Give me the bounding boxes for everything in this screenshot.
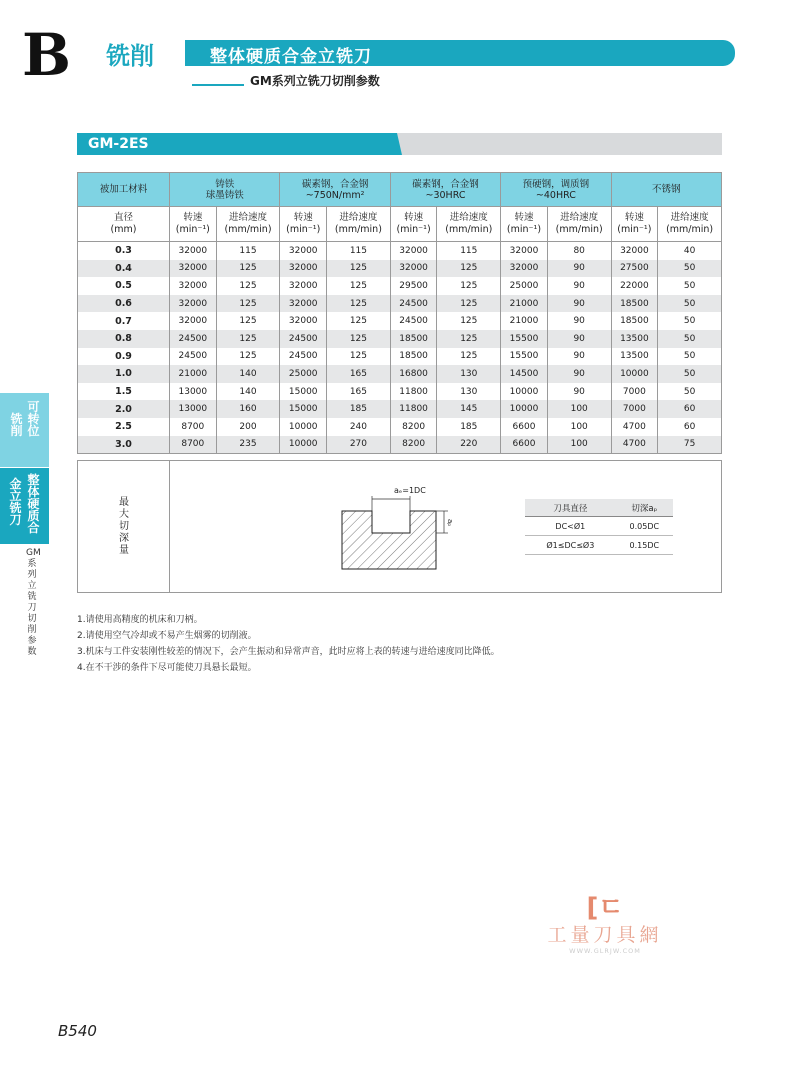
speed-header: 转速 (min⁻¹) (170, 207, 217, 242)
note-item: 4.在不干涉的条件下尽可能使刀具悬长最短。 (77, 663, 257, 673)
table-row (78, 348, 722, 366)
feed-cell: 270 (327, 436, 391, 454)
feed-cell: 125 (216, 260, 280, 278)
page-title: 整体硬质合金立铣刀 (210, 47, 372, 67)
speed-cell: 24500 (280, 330, 327, 348)
material-col: 不锈钢 (611, 173, 721, 207)
logo-icon: [ㄷ (586, 893, 624, 923)
speed-cell: 21000 (501, 295, 548, 313)
table-row (78, 436, 722, 454)
page-subtitle: GM系列立铣刀切削参数 (250, 74, 380, 88)
side-tab2-b: 整体硬质合 (27, 473, 40, 535)
diameter-cell: 0.7 (78, 312, 170, 330)
feed-cell: 90 (547, 295, 611, 313)
feed-header: 进给速度 (mm/min) (327, 207, 391, 242)
feed-cell: 125 (216, 277, 280, 295)
speed-cell: 32000 (170, 260, 217, 278)
speed-cell: 13000 (170, 400, 217, 418)
speed-cell: 4700 (611, 418, 658, 436)
feed-cell: 50 (658, 277, 722, 295)
side-tab1-a: 铣削 (10, 412, 23, 438)
speed-cell: 32000 (170, 277, 217, 295)
speed-cell: 15500 (501, 348, 548, 366)
speed-cell: 18500 (390, 348, 437, 366)
feed-cell: 75 (658, 436, 722, 454)
cutting-parameter-table (77, 172, 722, 454)
feed-cell: 50 (658, 312, 722, 330)
feed-cell: 100 (547, 400, 611, 418)
diameter-cell: 2.0 (78, 400, 170, 418)
speed-cell: 7000 (611, 400, 658, 418)
speed-cell: 25000 (501, 277, 548, 295)
speed-header: 转速 (min⁻¹) (501, 207, 548, 242)
speed-cell: 32000 (280, 260, 327, 278)
table-row (78, 330, 722, 348)
speed-cell: 24500 (390, 312, 437, 330)
depth-table-header-tool: 刀具直径 (525, 499, 616, 517)
speed-cell: 15000 (280, 383, 327, 401)
speed-header: 转速 (min⁻¹) (280, 207, 327, 242)
feed-cell: 115 (216, 242, 280, 260)
feed-cell: 235 (216, 436, 280, 454)
section-title: 铣削 (106, 42, 154, 70)
chapter-letter: B (22, 21, 72, 89)
feed-cell: 140 (216, 365, 280, 383)
speed-cell: 32000 (390, 260, 437, 278)
speed-cell: 24500 (170, 330, 217, 348)
feed-cell: 140 (216, 383, 280, 401)
ap-label: aₚ (446, 519, 454, 527)
speed-cell: 8700 (170, 418, 217, 436)
product-name: GM-2ES (88, 136, 149, 152)
speed-cell: 15000 (280, 400, 327, 418)
feed-cell: 80 (547, 242, 611, 260)
feed-cell: 125 (437, 260, 501, 278)
depth-table (525, 499, 673, 555)
speed-cell: 32000 (280, 295, 327, 313)
feed-cell: 125 (216, 312, 280, 330)
feed-header: 进给速度 (mm/min) (216, 207, 280, 242)
feed-cell: 130 (437, 365, 501, 383)
feed-header: 进给速度 (mm/min) (547, 207, 611, 242)
table-row (78, 277, 722, 295)
feed-cell: 50 (658, 295, 722, 313)
feed-cell: 60 (658, 400, 722, 418)
table-row (78, 383, 722, 401)
speed-cell: 32000 (170, 242, 217, 260)
speed-cell: 32000 (280, 312, 327, 330)
speed-cell: 22000 (611, 277, 658, 295)
speed-cell: 18500 (611, 312, 658, 330)
feed-cell: 100 (547, 418, 611, 436)
table-row (78, 242, 722, 260)
feed-cell: 115 (327, 242, 391, 260)
material-col: 碳素钢，合金钢 ~30HRC (390, 173, 500, 207)
feed-cell: 50 (658, 365, 722, 383)
feed-cell: 100 (547, 436, 611, 454)
speed-cell: 4700 (611, 436, 658, 454)
speed-cell: 32000 (501, 242, 548, 260)
side-tab1-b: 可转位 (27, 400, 40, 438)
feed-cell: 125 (327, 277, 391, 295)
notes (77, 612, 500, 676)
feed-cell: 125 (327, 260, 391, 278)
speed-cell: 8700 (170, 436, 217, 454)
speed-cell: 24500 (390, 295, 437, 313)
feed-cell: 185 (437, 418, 501, 436)
feed-cell: 50 (658, 348, 722, 366)
diameter-cell: 1.0 (78, 365, 170, 383)
speed-cell: 6600 (501, 436, 548, 454)
speed-cell: 10000 (501, 383, 548, 401)
material-header: 被加工材料 (78, 173, 170, 207)
feed-cell: 50 (658, 260, 722, 278)
material-col: 碳素钢，合金钢 ~750N/mm² (280, 173, 390, 207)
speed-cell: 11800 (390, 383, 437, 401)
table-row (78, 418, 722, 436)
side-tab-indexable[interactable] (0, 393, 49, 467)
ae-label: aₑ=1DC (394, 486, 426, 495)
feed-cell: 125 (437, 312, 501, 330)
speed-cell: 10000 (501, 400, 548, 418)
feed-header: 进给速度 (mm/min) (658, 207, 722, 242)
feed-cell: 125 (327, 330, 391, 348)
subtitle-line (192, 84, 244, 86)
speed-cell: 24500 (280, 348, 327, 366)
logo-url: WWW.GLRJW.COM (569, 947, 641, 955)
speed-cell: 13500 (611, 348, 658, 366)
logo-text: 工量刀具網 (547, 924, 663, 946)
table-row (78, 400, 722, 418)
speed-cell: 10000 (611, 365, 658, 383)
feed-cell: 185 (327, 400, 391, 418)
max-depth-section (77, 460, 722, 593)
table-row (78, 312, 722, 330)
speed-cell: 16800 (390, 365, 437, 383)
feed-cell: 125 (437, 295, 501, 313)
speed-cell: 32000 (280, 277, 327, 295)
speed-cell: 10000 (280, 418, 327, 436)
speed-cell: 11800 (390, 400, 437, 418)
feed-cell: 125 (327, 348, 391, 366)
speed-cell: 32000 (170, 312, 217, 330)
diameter-cell: 0.8 (78, 330, 170, 348)
feed-cell: 165 (327, 365, 391, 383)
feed-cell: 130 (437, 383, 501, 401)
speed-cell: 32000 (501, 260, 548, 278)
feed-cell: 40 (658, 242, 722, 260)
diameter-cell: 1.5 (78, 383, 170, 401)
table-row (78, 295, 722, 313)
side-tab2-a: 金立铣刀 (9, 477, 22, 527)
feed-cell: 115 (437, 242, 501, 260)
speed-cell: 18500 (390, 330, 437, 348)
depth-row: Ø1≤DC≤Ø3 0.15DC (525, 536, 673, 555)
speed-cell: 15500 (501, 330, 548, 348)
feed-cell: 160 (216, 400, 280, 418)
speed-cell: 7000 (611, 383, 658, 401)
speed-cell: 32000 (170, 295, 217, 313)
feed-cell: 125 (327, 312, 391, 330)
page-number: B540 (58, 1022, 97, 1040)
speed-cell: 6600 (501, 418, 548, 436)
speed-cell: 10000 (280, 436, 327, 454)
max-depth-label-cell (78, 461, 170, 592)
diameter-cell: 0.9 (78, 348, 170, 366)
feed-cell: 60 (658, 418, 722, 436)
diameter-cell: 0.6 (78, 295, 170, 313)
speed-cell: 32000 (390, 242, 437, 260)
speed-cell: 24500 (170, 348, 217, 366)
speed-header: 转速 (min⁻¹) (390, 207, 437, 242)
feed-cell: 90 (547, 312, 611, 330)
speed-cell: 21000 (170, 365, 217, 383)
speed-cell: 32000 (280, 242, 327, 260)
diameter-cell: 0.5 (78, 277, 170, 295)
speed-cell: 8200 (390, 436, 437, 454)
feed-cell: 200 (216, 418, 280, 436)
speed-cell: 25000 (280, 365, 327, 383)
material-col: 铸铁 球墨铸铁 (170, 173, 280, 207)
speed-cell: 14500 (501, 365, 548, 383)
feed-cell: 90 (547, 348, 611, 366)
feed-cell: 125 (216, 295, 280, 313)
watermark-logo (530, 893, 680, 955)
side-tab-solid-carbide[interactable] (0, 468, 49, 544)
feed-cell: 240 (327, 418, 391, 436)
feed-cell: 50 (658, 383, 722, 401)
feed-cell: 125 (216, 330, 280, 348)
feed-cell: 90 (547, 383, 611, 401)
feed-cell: 90 (547, 260, 611, 278)
speed-cell: 29500 (390, 277, 437, 295)
feed-cell: 125 (437, 277, 501, 295)
diameter-cell: 0.3 (78, 242, 170, 260)
diameter-cell: 2.5 (78, 418, 170, 436)
diameter-header: 直径 (mm) (78, 207, 170, 242)
feed-cell: 165 (327, 383, 391, 401)
feed-cell: 125 (437, 348, 501, 366)
diameter-cell: 0.4 (78, 260, 170, 278)
feed-cell: 125 (437, 330, 501, 348)
feed-cell: 125 (327, 295, 391, 313)
depth-row: DC<Ø1 0.05DC (525, 517, 673, 536)
speed-cell: 13000 (170, 383, 217, 401)
speed-cell: 32000 (611, 242, 658, 260)
table-row (78, 365, 722, 383)
feed-cell: 50 (658, 330, 722, 348)
speed-cell: 13500 (611, 330, 658, 348)
material-col: 预硬钢，调质钢 ~40HRC (501, 173, 611, 207)
speed-cell: 18500 (611, 295, 658, 313)
speed-cell: 21000 (501, 312, 548, 330)
max-depth-label: 最大切深量 (119, 497, 129, 556)
depth-table-header-depth: 切深aₚ (616, 499, 673, 517)
cutting-depth-diagram (338, 479, 488, 574)
feed-cell: 125 (216, 348, 280, 366)
feed-cell: 90 (547, 365, 611, 383)
diameter-cell: 3.0 (78, 436, 170, 454)
speed-cell: 27500 (611, 260, 658, 278)
feed-cell: 220 (437, 436, 501, 454)
feed-cell: 90 (547, 277, 611, 295)
speed-header: 转速 (min⁻¹) (611, 207, 658, 242)
feed-cell: 145 (437, 400, 501, 418)
feed-cell: 90 (547, 330, 611, 348)
note-item: 1.请使用高精度的机床和刀柄。 (77, 615, 203, 625)
side-subtitle: GM系列立铣刀切削参数 (26, 548, 41, 657)
note-item: 2.请使用空气冷却或不易产生烟雾的切削液。 (77, 631, 257, 641)
note-item: 3.机床与工件安装刚性较差的情况下，会产生振动和异常声音，此时应将上表的转速与进给速度同比降低。 (77, 647, 500, 657)
speed-cell: 8200 (390, 418, 437, 436)
table-row (78, 260, 722, 278)
feed-header: 进给速度 (mm/min) (437, 207, 501, 242)
